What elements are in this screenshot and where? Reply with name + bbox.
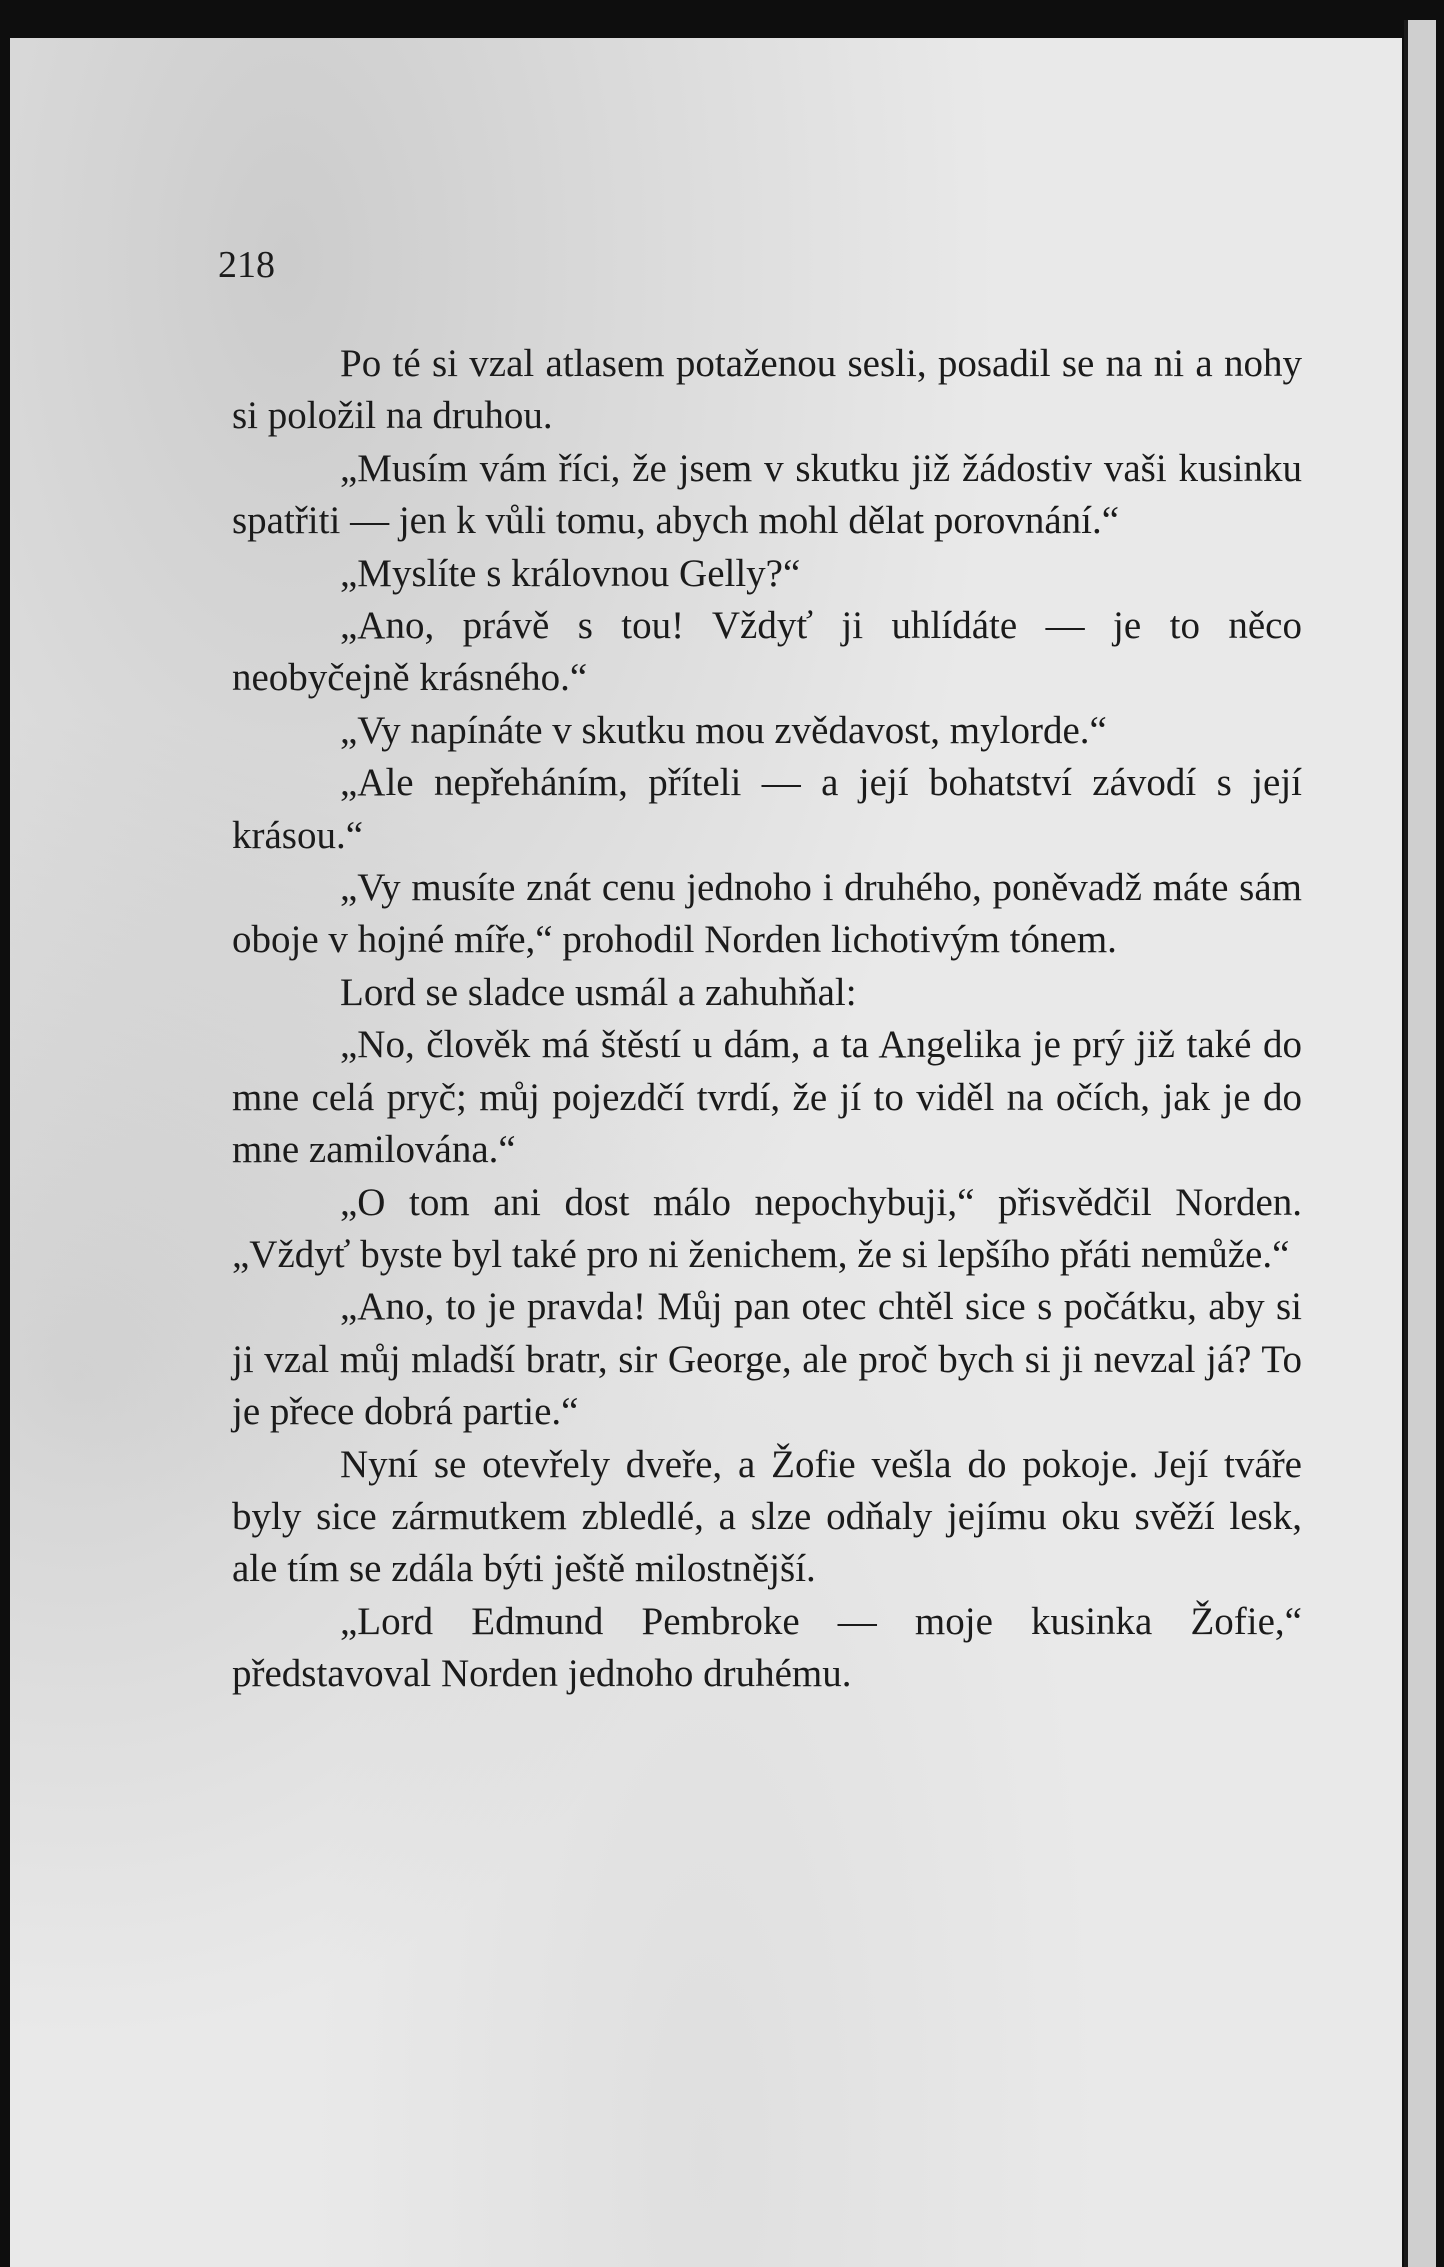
paragraph-13: „Lord Edmund Pembroke — moje kusinka Žofie,“ představoval Norden jednoho druhému. [232,1599,1302,1696]
paragraph-4: „Ano, právě s tou! Vždyť ji uhlídáte — je to něco neobyčejně krásného.“ [232,604,1302,700]
paragraph-12: Nyní se otevřely dveře, a Žofie vešla do pokoje. Její tváře byly sice zármutkem zbledlé, a slze odňaly jejímu oku svěží lesk, ale tím se zdála býti ještě milostnější. [232,1442,1302,1591]
paragraph-11: „Ano, to je pravda! Můj pan otec chtěl sice s počátku, aby si ji vzal můj mladší bratr, sir George, ale proč bych si ji nevzal já? To je přece dobrá partie.“ [232,1285,1302,1434]
paragraph-6: „Ale nepřeháním, příteli — a její bohatství závodí s její krásou.“ [232,761,1302,857]
paragraph-5: „Vy napínáte v skutku mou zvědavost, mylorde.“ [340,708,1107,752]
page-sheet [10,38,1402,2267]
paragraph-1: Po té si vzal atlasem potaženou sesli, posadil se na ni a nohy si položil na druhou. [232,342,1302,438]
body-text [232,338,1302,1701]
paragraph-9: „No, člověk má štěstí u dám, a ta Angelika je prý již také do mne celá pryč; můj pojezdčí tvrdí, že jí to viděl na očích, jak je do mne zamilována.“ [232,1023,1302,1172]
paragraph-7: „Vy musíte znát cenu jednoho i druhého, poněvadž máte sám oboje v hojné míře,“ prohodil Norden lichotivým tónem. [232,866,1302,962]
paragraph-10: „O tom ani dost málo nepochybuji,“ přisvědčil Norden. „Vždyť byste byl také pro ni ženichem, že si lepšího přáti nemůže.“ [232,1180,1302,1276]
paragraph-2: „Musím vám říci, že jsem v skutku již žádostiv vaši kusinku spatřiti — jen k vůli tomu, abych mohl dělat porovnání.“ [232,446,1302,543]
page-number: 218 [218,244,275,286]
page-edge [1404,20,1436,2267]
paragraph-8: Lord se sladce usmál a zahuhňal: [340,970,857,1014]
paragraph-3: „Myslíte s královnou Gelly?“ [340,551,801,595]
